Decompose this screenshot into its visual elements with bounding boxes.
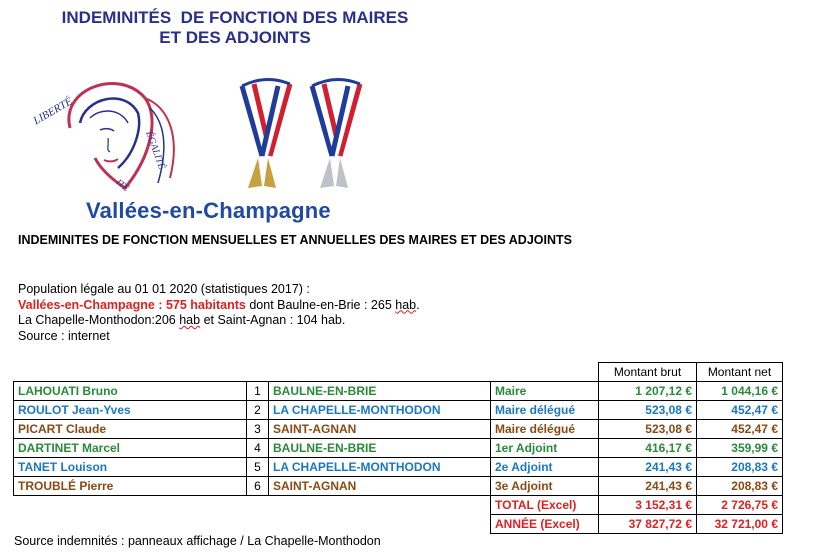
column-header-brut: Montant brut (599, 363, 697, 382)
logo-word-liberte: LIBERTÉ (31, 95, 75, 128)
header-title-line2: ET DES ADJOINTS (159, 28, 311, 47)
table-row (14, 477, 783, 496)
table-row (14, 382, 783, 401)
header-title-line1: INDEMINITÉS DE FONCTION DES MAIRES (61, 8, 409, 27)
table-row (14, 401, 783, 420)
table-row (14, 420, 783, 439)
total-net: 2 726,75 € (697, 496, 783, 515)
info-chapelle-text: La Chapelle-Monthodon:206 (18, 313, 180, 327)
info-line-1: Population légale au 01 01 2020 (statistiques 2017) : (18, 282, 310, 296)
mayor-sash-image (232, 76, 372, 196)
row-number: 2 (247, 401, 269, 420)
amount-net: 452,47 € (697, 401, 783, 420)
population-info (18, 282, 420, 344)
annual-net: 32 721,00 € (697, 515, 783, 534)
footer-source: Source indemnités : panneaux affichage / La Chapelle-Monthodon (14, 534, 381, 548)
amount-brut: 416,17 € (599, 439, 697, 458)
amount-brut: 1 207,12 € (599, 382, 697, 401)
official-name: TANET Louison (14, 458, 247, 477)
annual-label: ANNÉE (Excel) (491, 515, 599, 534)
row-number: 4 (247, 439, 269, 458)
info-line-2 (18, 298, 420, 314)
village-name: SAINT-AGNAN (269, 420, 491, 439)
info-baulne-text: dont Baulne-en-Brie : 265 (245, 297, 396, 312)
official-name: ROULOT Jean-Yves (14, 401, 247, 420)
column-header-net: Montant net (697, 363, 783, 382)
total-brut: 3 152,31 € (599, 496, 697, 515)
document-title: INDEMINITES DE FONCTION MENSUELLES ET ANNUELLES DES MAIRES ET DES ADJOINTS (18, 233, 572, 247)
role: 1er Adjoint (491, 439, 599, 458)
row-number: 5 (247, 458, 269, 477)
village-name: LA CHAPELLE-MONTHODON (269, 458, 491, 477)
table-row (14, 439, 783, 458)
official-name: LAHOUATI Bruno (14, 382, 247, 401)
role: 3e Adjoint (491, 477, 599, 496)
info-line-3 (18, 313, 420, 329)
village-name: LA CHAPELLE-MONTHODON (269, 401, 491, 420)
table-header-row (14, 363, 783, 382)
logo-word-fraternite: ITÉ (114, 176, 132, 194)
table-row (14, 458, 783, 477)
indemnities-table (13, 362, 783, 534)
village-name: BAULNE-EN-BRIE (269, 382, 491, 401)
logo-word-egalite: ÉGALITÉ (143, 129, 168, 171)
total-row (14, 496, 783, 515)
amount-brut: 241,43 € (599, 458, 697, 477)
amount-brut: 523,08 € (599, 420, 697, 439)
role: Maire délégué (491, 401, 599, 420)
marianne-logo-image (30, 68, 200, 198)
page-header-title (0, 8, 470, 48)
role: Maire délégué (491, 420, 599, 439)
row-number: 6 (247, 477, 269, 496)
official-name: DARTINET Marcel (14, 439, 247, 458)
official-name: TROUBLÉ Pierre (14, 477, 247, 496)
info-hab-word: hab (395, 297, 417, 312)
row-number: 1 (247, 382, 269, 401)
info-commune-population: Vallées-en-Champagne : 575 habitants (18, 297, 246, 312)
amount-net: 208,83 € (697, 458, 783, 477)
amount-net: 452,47 € (697, 420, 783, 439)
official-name: PICART Claude (14, 420, 247, 439)
annual-row (14, 515, 783, 534)
role: Maire (491, 382, 599, 401)
amount-brut: 241,43 € (599, 477, 697, 496)
info-source: Source : internet (18, 328, 110, 343)
info-saint-agnan-text: et Saint-Agnan : 104 hab. (200, 313, 346, 327)
amount-net: 359,99 € (697, 439, 783, 458)
info-line2-end: . (416, 297, 420, 312)
row-number: 3 (247, 420, 269, 439)
commune-name: Vallées-en-Champagne (86, 198, 331, 223)
role: 2e Adjoint (491, 458, 599, 477)
village-name: SAINT-AGNAN (269, 477, 491, 496)
annual-brut: 37 827,72 € (599, 515, 697, 534)
amount-net: 208,83 € (697, 477, 783, 496)
village-name: BAULNE-EN-BRIE (269, 439, 491, 458)
info-hab-word-2: hab (179, 313, 201, 327)
amount-net: 1 044,16 € (697, 382, 783, 401)
amount-brut: 523,08 € (599, 401, 697, 420)
total-label: TOTAL (Excel) (491, 496, 599, 515)
